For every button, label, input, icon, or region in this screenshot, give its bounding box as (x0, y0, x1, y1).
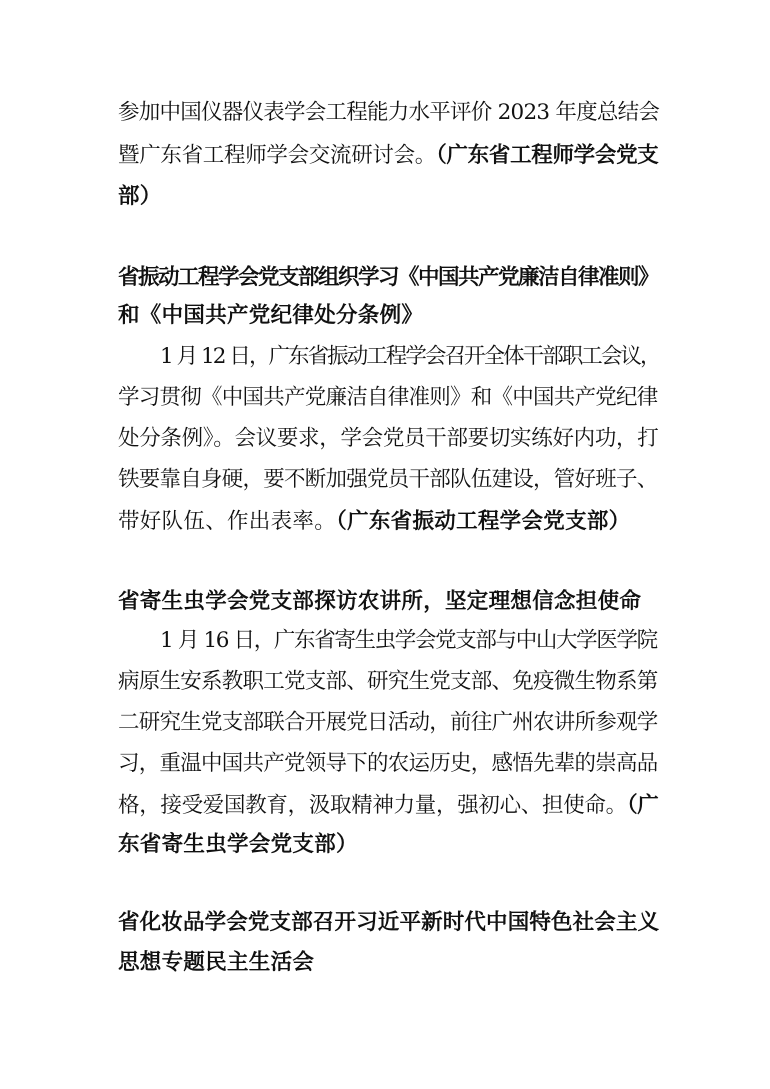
section1-source-part2: 部） (118, 184, 162, 209)
section3-paragraph-line2: 病原生安系教职工党支部、研究生党支部、免疫微生物系第 (118, 669, 658, 694)
section3-paragraph-line1: 1 月 16 日，广东省寄生虫学会党支部与中山大学医学院 (160, 628, 657, 653)
section2-paragraph-line3: 处分条例》。会议要求，学会党员干部要切实练好内功，打 (118, 426, 659, 451)
section4-heading-line1: 省化妆品学会党支部召开习近平新时代中国特色社会主义 (118, 910, 660, 935)
section4-heading-line2: 思想专题民主生活会 (118, 950, 315, 975)
section1-line2 (118, 140, 658, 171)
section3-paragraph-line3: 二研究生党支部联合开展党日活动，前往广州农讲所参观学 (118, 710, 658, 735)
section3-paragraph-line4: 习，重温中国共产党领导下的农运历史，感悟先辈的崇高品 (118, 751, 658, 776)
section2-heading-line1: 省振动工程学会党支部组织学习《中国共产党廉洁自律准则》 (118, 265, 659, 290)
section2-paragraph-line1: 1 月 12 日，广东省振动工程学会召开全体干部职工会议， (160, 344, 660, 369)
section1-line1: 参加中国仪器仪表学会工程能力水平评价 2023 年度总结会 (118, 100, 660, 125)
section3-paragraph-line5 (118, 790, 658, 821)
section1-line2-text: 暨广东省工程师学会交流研讨会。 (118, 143, 437, 168)
section3-source-part1: （广 (626, 793, 659, 818)
section2-paragraph-line5-text: 带好队伍、作出表率。 (118, 509, 337, 534)
section2-paragraph-line2: 学习贯彻《中国共产党廉洁自律准则》和《中国共产党纪律 (118, 385, 658, 410)
section2-heading-line2: 和《中国共产党纪律处分条例》 (118, 303, 424, 328)
section1-source-part1: （广东省工程师学会党支 (436, 143, 659, 168)
section3-paragraph-line5-text: 格，接受爱国教育，汲取精神力量，强初心、担使命。 (118, 793, 627, 818)
section2-paragraph-line5 (118, 506, 630, 537)
section3-heading: 省寄生虫学会党支部探访农讲所，坚定理想信念担使命 (118, 589, 642, 614)
section2-source: （广东省振动工程学会党支部） (336, 509, 631, 534)
section2-paragraph-line4: 铁要靠自身硬，要不断加强党员干部队伍建设，管好班子、 (118, 467, 658, 492)
section3-source-part2: 东省寄生虫学会党支部） (118, 832, 358, 857)
